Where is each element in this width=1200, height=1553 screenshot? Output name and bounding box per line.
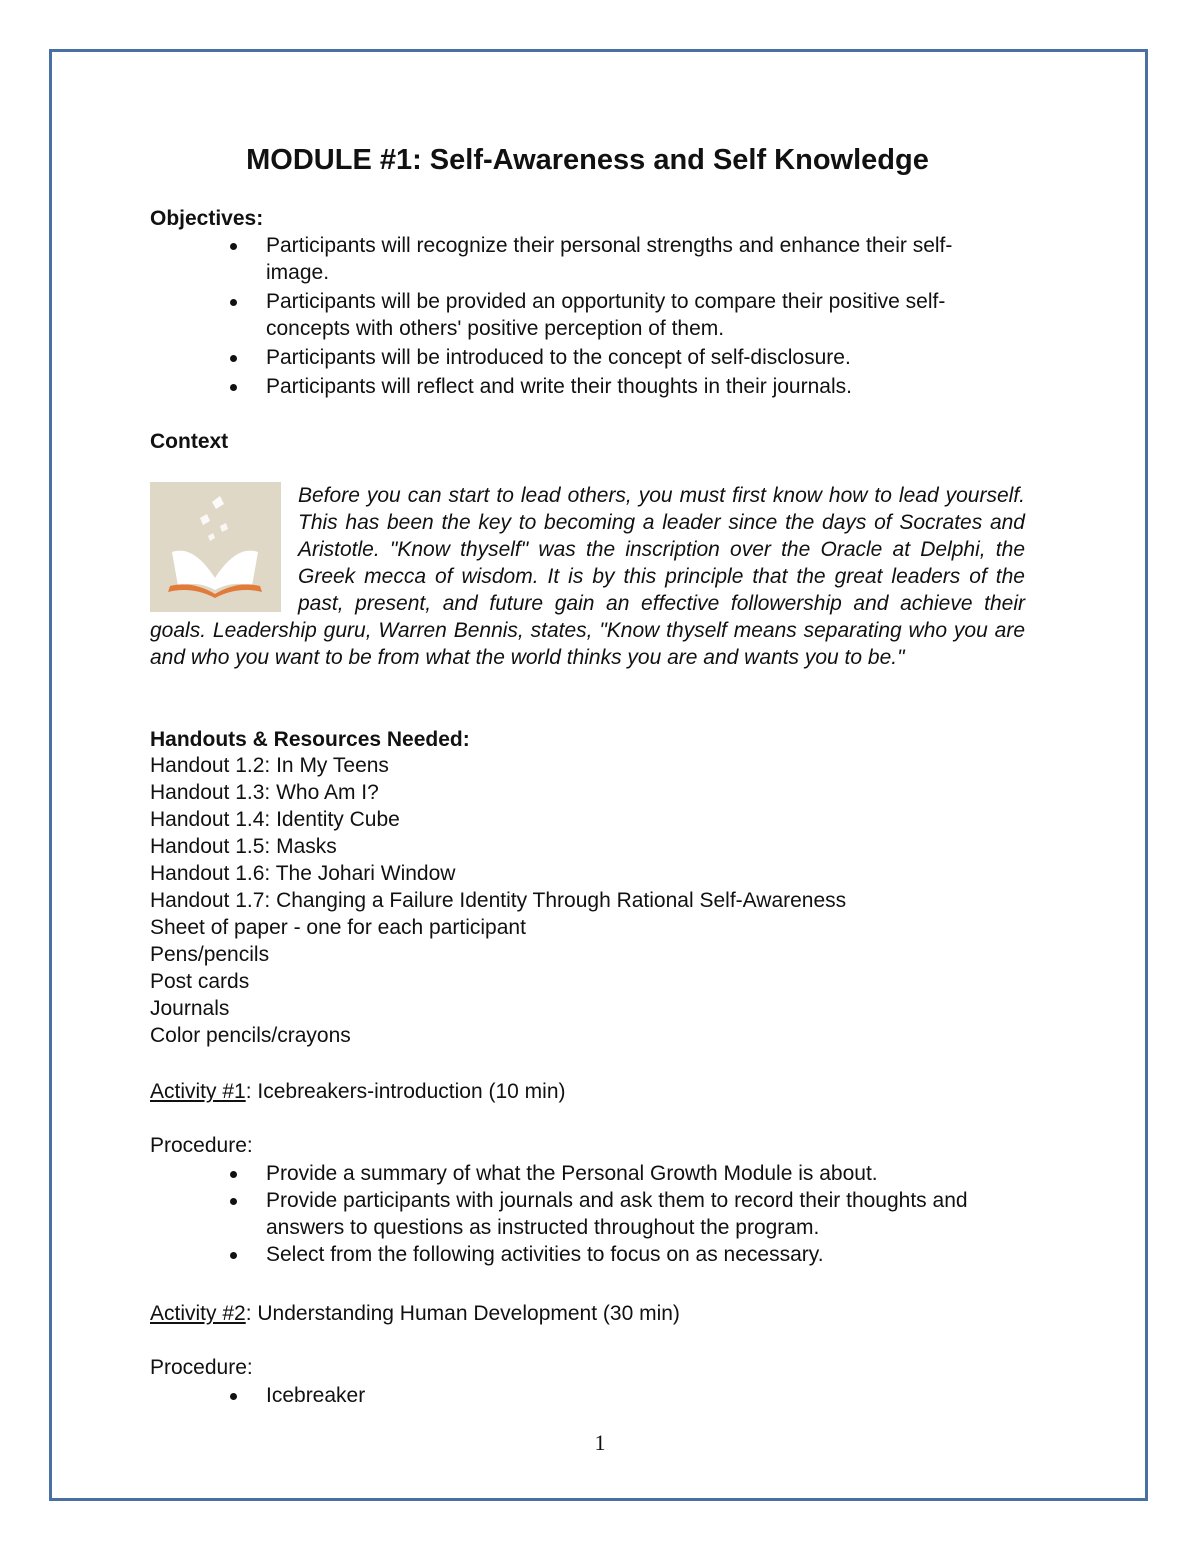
bullet-icon bbox=[230, 243, 237, 250]
list-item: Participants will be provided an opportunity to compare their positive self-concepts with others' positive perception of them. bbox=[230, 288, 990, 342]
page-number: 1 bbox=[594, 1430, 606, 1455]
bullet-icon bbox=[230, 1252, 237, 1259]
bullet-icon bbox=[230, 1198, 237, 1205]
list-item: Post cards bbox=[150, 970, 250, 993]
list-item: Participants will be introduced to the concept of self-disclosure. bbox=[230, 344, 990, 371]
activity-1-label: Activity #1 bbox=[150, 1080, 246, 1103]
activity-2-title: : Understanding Human Development (30 min) bbox=[245, 1302, 680, 1325]
list-item: Journals bbox=[150, 997, 230, 1020]
activity-2-procedure-label: Procedure: bbox=[150, 1356, 253, 1379]
open-book-icon bbox=[150, 482, 281, 612]
list-item: Participants will recognize their personal strengths and enhance their self-image. bbox=[230, 232, 990, 286]
list-item: Handout 1.7: Changing a Failure Identity Through Rational Self-Awareness bbox=[150, 889, 847, 912]
list-item: Handout 1.6: The Johari Window bbox=[150, 862, 456, 885]
list-item: Handout 1.3: Who Am I? bbox=[150, 781, 379, 804]
objectives-heading: Objectives: bbox=[150, 207, 264, 230]
activity-2-heading bbox=[150, 1300, 680, 1327]
activity-2-steps bbox=[230, 1382, 1010, 1409]
activity-1-title: : Icebreakers-introduction (10 min) bbox=[245, 1080, 566, 1103]
bullet-icon bbox=[230, 384, 237, 391]
activity-1-steps bbox=[230, 1160, 1010, 1268]
list-item: Provide participants with journals and ask them to record their thoughts and answers to questions as instructed throughout the program. bbox=[230, 1187, 1010, 1241]
bullet-icon bbox=[230, 1393, 237, 1400]
resources-list bbox=[150, 752, 846, 1049]
list-item: Handout 1.2: In My Teens bbox=[150, 754, 389, 777]
bullet-icon bbox=[230, 1171, 237, 1178]
list-item: Color pencils/crayons bbox=[150, 1024, 351, 1047]
resources-heading: Handouts & Resources Needed: bbox=[150, 728, 470, 751]
activity-1-heading bbox=[150, 1078, 566, 1105]
page-title: MODULE #1: Self-Awareness and Self Knowledge bbox=[246, 144, 929, 176]
list-item: Handout 1.4: Identity Cube bbox=[150, 808, 400, 831]
bullet-icon bbox=[230, 355, 237, 362]
list-item: Handout 1.5: Masks bbox=[150, 835, 337, 858]
list-item: Pens/pencils bbox=[150, 943, 270, 966]
objectives-list bbox=[230, 232, 990, 402]
context-paragraph: Before you can start to lead others, you must first know how to lead yourself. This has been the key to becoming a leader since the days of Socrates and Aristotle. "Know thyself" was the inscription over the Oracle at Delphi, the Greek mecca of wisdom. It is by this principle that the great leaders of the past, present, and future gain an effective followership and achieve their goals. Leadership guru, Warren Bennis, states, "Know thyself means separating who you are and who you want to be from what the world thinks you are and wants you to be." bbox=[150, 484, 1025, 669]
activity-2-label: Activity #2 bbox=[150, 1302, 246, 1325]
list-item: Sheet of paper - one for each participant bbox=[150, 916, 526, 939]
context-heading: Context bbox=[150, 430, 229, 453]
list-item: Participants will reflect and write their thoughts in their journals. bbox=[230, 373, 990, 400]
list-item: Provide a summary of what the Personal Growth Module is about. bbox=[230, 1160, 1010, 1187]
list-item: Select from the following activities to focus on as necessary. bbox=[230, 1241, 1010, 1268]
bullet-icon bbox=[230, 299, 237, 306]
list-item: Icebreaker bbox=[230, 1382, 1010, 1409]
activity-1-procedure-label: Procedure: bbox=[150, 1134, 253, 1157]
